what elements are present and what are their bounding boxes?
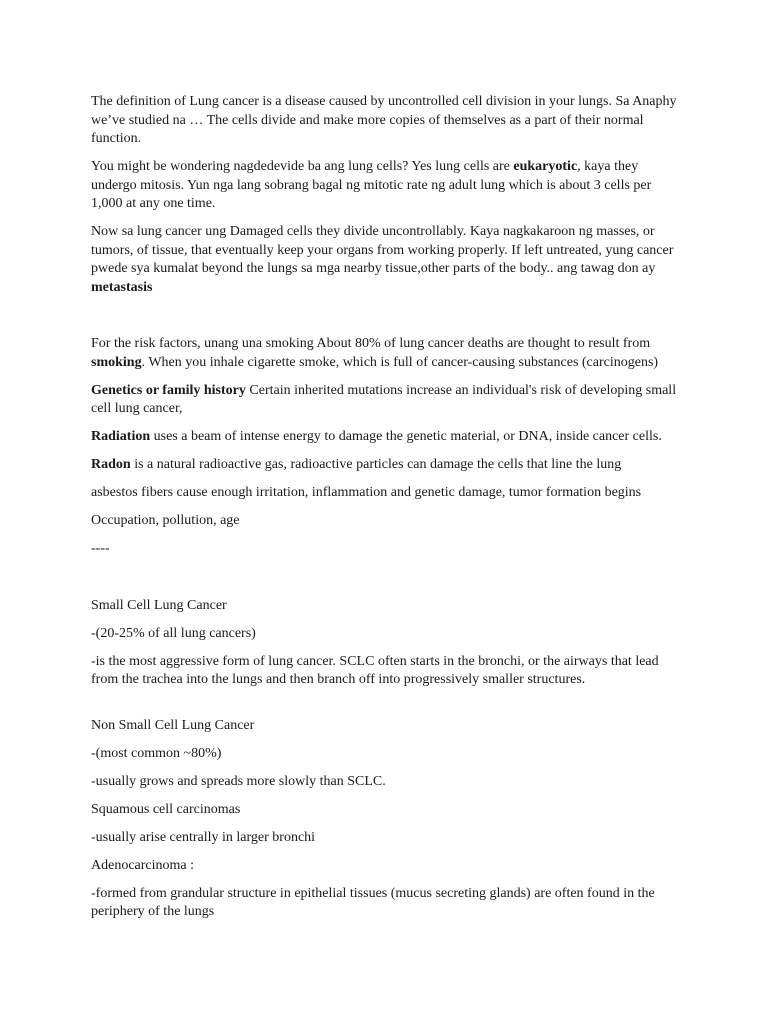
paragraph-text: The definition of Lung cancer is a disease caused by uncontrolled cell division in your lungs. Sa Anaphy we’ve studied na … The cells divide and make more copies of themselves as a part of their normal function.: [91, 94, 677, 146]
paragraph-text: For the risk factors, unang una smoking About 80% of lung cancer deaths are thought to result from: [91, 336, 651, 351]
bold-term: Genetics or family history: [91, 382, 246, 398]
paragraph-text: . When you inhale cigarette smoke, which is full of cancer-causing substances (carcinogens): [141, 354, 659, 370]
paragraph-sclc-description: -is the most aggressive form of lung cancer. SCLC often starts in the bronchi, or the airways that lead from the trachea into the lungs and then branch off into progressively smaller structures.: [91, 653, 659, 687]
heading-nsclc: Non Small Cell Lung Cancer: [91, 717, 255, 733]
heading-adenocarcinoma: Adenocarcinoma :: [91, 857, 195, 873]
paragraph-nsclc-percent: -(most common ~80%): [91, 745, 222, 761]
bold-term: eukaryotic: [513, 159, 578, 174]
paragraph-metastasis: [91, 223, 681, 297]
paragraph-genetics: [91, 382, 681, 419]
paragraph-risk-factors: [91, 335, 681, 372]
paragraph-radon: [91, 456, 681, 475]
paragraph-radiation: [91, 428, 681, 447]
paragraph-text: , kaya they undergo mitosis. Yun nga lang sobrang bagal ng mitotic rate ng adult lung which is about 3 cells per 1,000 at any one time.: [91, 159, 652, 211]
paragraph-definition: [91, 93, 681, 149]
separator-dashes: ----: [91, 541, 110, 556]
paragraph-text: Certain inherited mutations increase an individual's risk of developing small cell lung cancer,: [91, 382, 677, 416]
paragraph-text: Now sa lung cancer ung Damaged cells they divide uncontrollably. Kaya nagkakaroon ng masses, or tumors, of tissue, that eventually keep your organs from working properly. If left untreated, yung cancer pwede sya kumalat beyond the lungs sa mga nearby tissue,other parts of the body.. ang tawag don ay: [91, 224, 674, 276]
paragraph-occupation: Occupation, pollution, age: [91, 513, 240, 528]
bold-term: Radon: [91, 457, 131, 472]
bold-term: metastasis: [91, 279, 153, 295]
paragraph-text: You might be wondering nagdedevide ba ang lung cells? Yes lung cells are: [91, 159, 514, 174]
paragraph-text: is a natural radioactive gas, radioactive particles can damage the cells that line the lung: [130, 457, 622, 472]
paragraph-text: uses a beam of intense energy to damage the genetic material, or DNA, inside cancer cells.: [150, 429, 662, 444]
paragraph-lung-cells: [91, 158, 681, 214]
paragraph-squamous-location: -usually arise centrally in larger bronchi: [91, 829, 316, 845]
document-body: [91, 93, 681, 931]
bold-term: Radiation: [91, 429, 151, 444]
paragraph-asbestos: asbestos fibers cause enough irritation, inflammation and genetic damage, tumor formation begins: [91, 485, 642, 500]
paragraph-adenocarcinoma-description: -formed from grandular structure in epithelial tissues (mucus secreting glands) are often found in the periphery of the lungs: [91, 885, 655, 919]
paragraph-sclc-percent: -(20-25% of all lung cancers): [91, 625, 256, 641]
bold-term: smoking: [91, 354, 142, 370]
heading-sclc: Small Cell Lung Cancer: [91, 597, 227, 613]
heading-squamous: Squamous cell carcinomas: [91, 801, 241, 817]
paragraph-nsclc-growth: -usually grows and spreads more slowly than SCLC.: [91, 773, 386, 789]
